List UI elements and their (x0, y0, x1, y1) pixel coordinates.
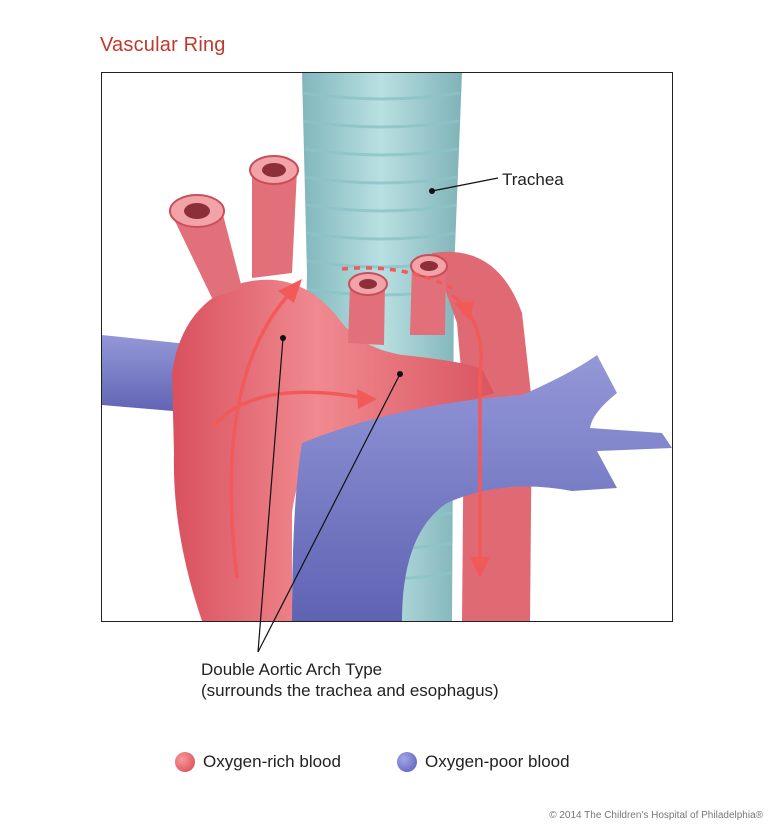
blue-dot-icon (397, 752, 417, 772)
left-branch-vessels (170, 156, 298, 298)
diagram-title: Vascular Ring (100, 34, 226, 56)
trachea-label: Trachea (502, 170, 564, 189)
legend-oxygen-rich (175, 752, 341, 772)
arch-type-line1: Double Aortic Arch Type (201, 660, 383, 679)
red-dot-icon (175, 752, 195, 772)
legend-oxygen-poor (397, 752, 570, 772)
arch-type-label (201, 659, 499, 701)
legend-label-rich: Oxygen-rich blood (203, 752, 341, 771)
copyright: © 2014 The Children's Hospital of Philadelphia® (549, 810, 763, 821)
illustration-frame (101, 72, 673, 622)
arch-type-line2: (surrounds the trachea and esophagus) (201, 681, 499, 700)
illustration (102, 73, 672, 621)
legend-label-poor: Oxygen-poor blood (425, 752, 570, 771)
